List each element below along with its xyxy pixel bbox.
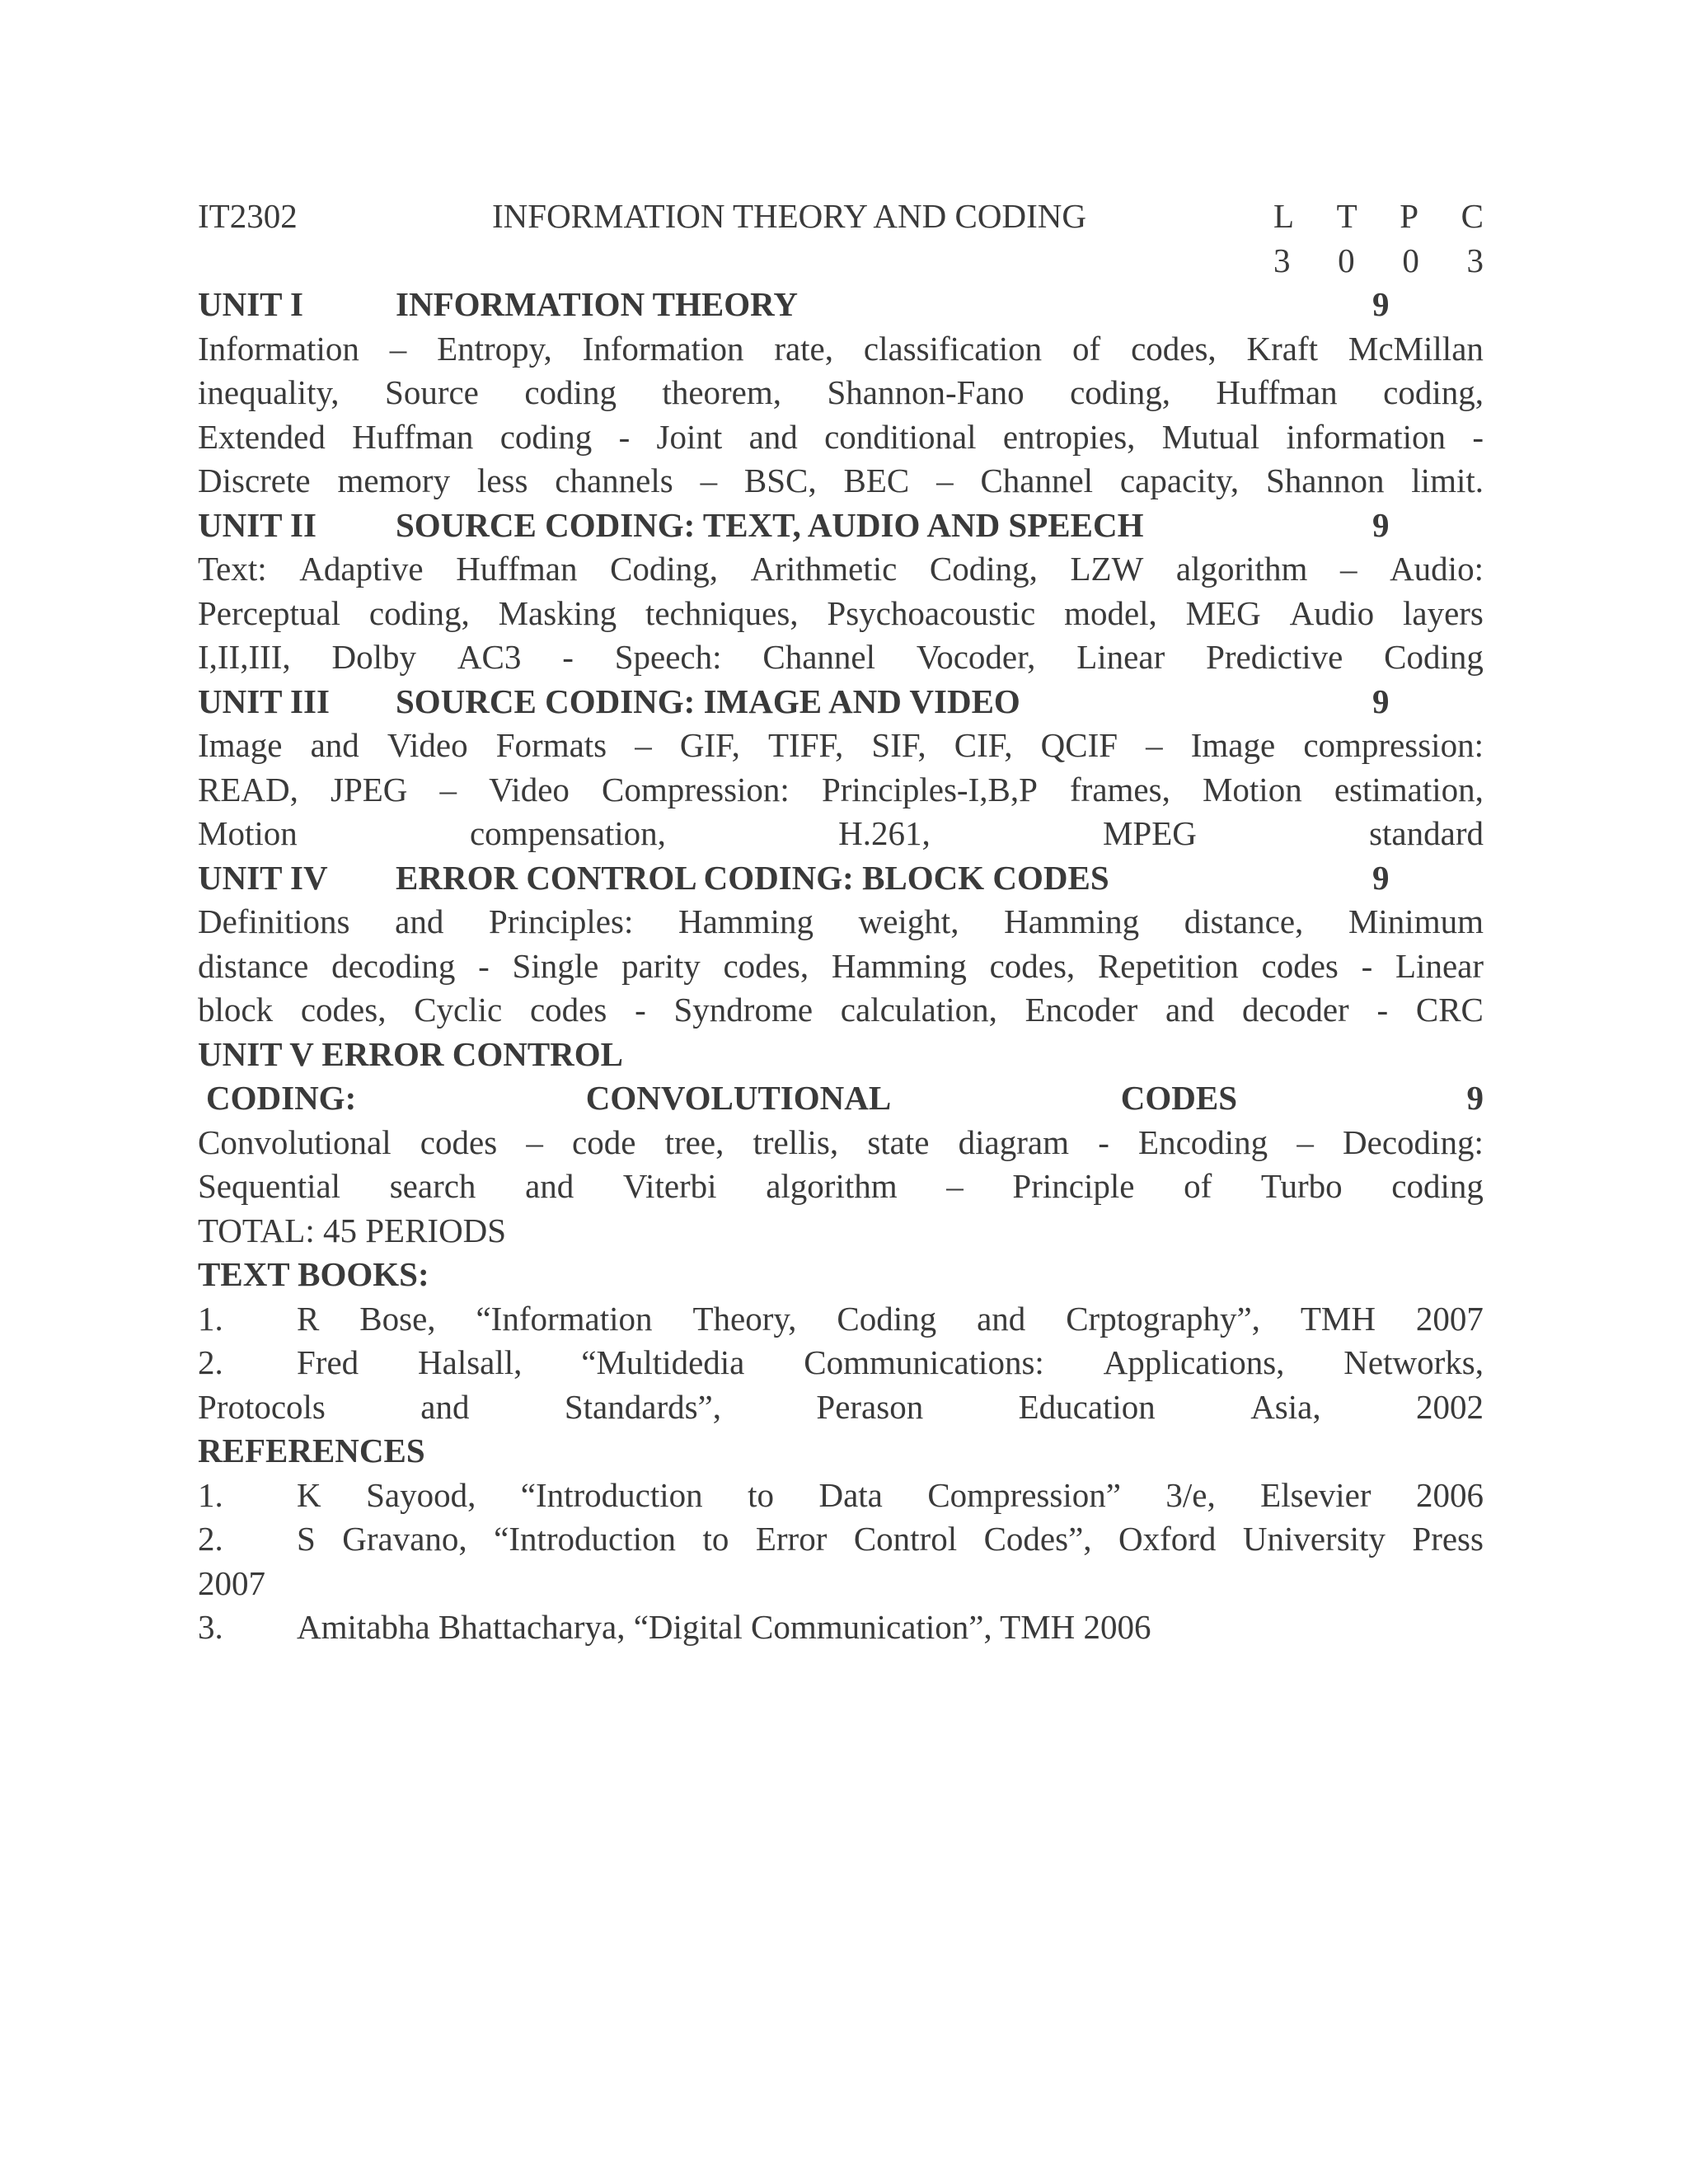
word: compression: bbox=[1303, 726, 1484, 764]
word: University bbox=[1242, 1520, 1386, 1558]
word: “Multidedia bbox=[581, 1343, 745, 1381]
word: – bbox=[1296, 1122, 1314, 1161]
word: tree, bbox=[664, 1122, 724, 1161]
word: – bbox=[635, 726, 652, 764]
word: Fred bbox=[297, 1343, 359, 1381]
word: channels bbox=[555, 462, 673, 499]
word: weight, bbox=[858, 902, 959, 940]
word: Formats bbox=[495, 726, 607, 764]
unit5-heading-line2 bbox=[198, 1076, 1484, 1121]
word: CRC bbox=[1415, 991, 1484, 1029]
course-header bbox=[198, 194, 1484, 239]
word: - bbox=[562, 638, 574, 676]
word: Networks, bbox=[1343, 1343, 1484, 1381]
word: – bbox=[526, 1122, 543, 1161]
word: READ, bbox=[198, 770, 298, 808]
item-text bbox=[297, 1474, 1484, 1518]
word: information bbox=[1286, 417, 1447, 456]
unit-title: ERROR CONTROL CODING: BLOCK CODES bbox=[396, 858, 1109, 897]
item-text bbox=[297, 1341, 1484, 1385]
word: H.261, bbox=[838, 814, 931, 852]
word: of bbox=[1184, 1167, 1212, 1205]
unit-content-line bbox=[198, 635, 1484, 680]
word: 3/e, bbox=[1165, 1475, 1216, 1514]
word: Joint bbox=[656, 417, 723, 456]
word: Viterbi bbox=[622, 1167, 717, 1205]
word: Error bbox=[755, 1520, 828, 1558]
word: Motion bbox=[1202, 770, 1302, 808]
course-title: INFORMATION THEORY AND CODING bbox=[492, 197, 1086, 235]
word: 2006 bbox=[1415, 1475, 1484, 1514]
word: memory bbox=[337, 462, 451, 499]
word: Cyclic bbox=[414, 991, 503, 1029]
word: diagram bbox=[958, 1122, 1069, 1161]
word: Principle bbox=[1012, 1167, 1135, 1205]
unit5-heading-word: CONVOLUTIONAL bbox=[585, 1079, 892, 1117]
list-item bbox=[198, 1605, 1484, 1650]
word: Discrete bbox=[198, 462, 311, 499]
unit5-heading-word: 9 bbox=[1466, 1079, 1484, 1117]
word: and bbox=[310, 726, 359, 764]
word: compensation, bbox=[469, 814, 666, 852]
ltpc-labels bbox=[1273, 194, 1484, 239]
word: JPEG bbox=[330, 770, 408, 808]
word: GIF, bbox=[679, 726, 740, 764]
word: Linear bbox=[1076, 638, 1165, 676]
references-heading bbox=[198, 1429, 1484, 1474]
word: S bbox=[297, 1520, 316, 1558]
unit-content-line bbox=[198, 724, 1484, 768]
item-text bbox=[297, 1517, 1484, 1562]
word: codes bbox=[529, 991, 607, 1029]
word: codes, bbox=[1131, 329, 1217, 368]
word: QCIF bbox=[1040, 726, 1118, 764]
word: Psychoacoustic bbox=[827, 593, 1036, 632]
unit-content-line bbox=[198, 812, 1484, 856]
item-continuation bbox=[198, 1385, 1484, 1430]
word: Motion bbox=[198, 814, 298, 852]
word: Perceptual bbox=[198, 593, 341, 632]
word: MEG bbox=[1185, 593, 1261, 632]
text-books-heading bbox=[198, 1253, 1484, 1297]
word: codes bbox=[420, 1122, 498, 1161]
word: - bbox=[618, 417, 631, 456]
ltpc-label: C bbox=[1461, 197, 1484, 235]
word: techniques, bbox=[645, 593, 799, 632]
word: block bbox=[198, 991, 274, 1029]
word: classification bbox=[863, 329, 1043, 368]
word: to bbox=[702, 1520, 729, 1558]
word: I,II,III, bbox=[198, 638, 291, 676]
word: Halsall, bbox=[418, 1343, 523, 1381]
word: Bose, bbox=[359, 1299, 436, 1338]
references-heading-text: REFERENCES bbox=[198, 1432, 425, 1469]
unit-hours: 9 bbox=[1372, 682, 1390, 720]
word: codes, bbox=[989, 946, 1076, 985]
word: Convolutional bbox=[198, 1122, 392, 1161]
list-item bbox=[198, 1517, 1484, 1562]
word: parity bbox=[621, 946, 701, 985]
list-item bbox=[198, 1474, 1484, 1518]
text-books-list bbox=[198, 1297, 1484, 1430]
word: Sayood, bbox=[366, 1475, 476, 1514]
word: and bbox=[1165, 991, 1215, 1029]
word: Image bbox=[198, 726, 283, 764]
item-continuation-text: 2007 bbox=[198, 1563, 265, 1602]
unit-number: UNIT IV bbox=[198, 858, 328, 897]
word: Dolby bbox=[331, 638, 417, 676]
unit-heading bbox=[198, 856, 1484, 901]
word: code bbox=[572, 1122, 636, 1161]
word: codes, bbox=[300, 991, 387, 1029]
word: “Information bbox=[476, 1299, 653, 1338]
word: Protocols bbox=[198, 1387, 326, 1426]
word: trellis, bbox=[753, 1122, 839, 1161]
ltpc-value: 0 bbox=[1338, 241, 1355, 279]
word: Shannon-Fano bbox=[827, 373, 1025, 411]
ltpc-label: P bbox=[1400, 197, 1419, 235]
word: - bbox=[1361, 946, 1373, 985]
course-code: IT2302 bbox=[198, 197, 298, 235]
word: AC3 bbox=[457, 638, 522, 676]
word: Entropy, bbox=[437, 329, 552, 368]
word: Mutual bbox=[1161, 417, 1260, 456]
word: Standards”, bbox=[564, 1387, 722, 1426]
word: Coding bbox=[1384, 638, 1484, 676]
item-number: 1. bbox=[198, 1299, 223, 1338]
word: Hamming bbox=[831, 946, 967, 985]
word: Data bbox=[818, 1475, 883, 1514]
word: calculation, bbox=[840, 991, 997, 1029]
word: distance bbox=[198, 946, 309, 985]
word: Repetition bbox=[1097, 946, 1239, 985]
word: inequality, bbox=[198, 373, 340, 411]
word: decoder bbox=[1241, 991, 1349, 1029]
ltpc-label: T bbox=[1336, 197, 1357, 235]
word: “Introduction bbox=[520, 1475, 703, 1514]
unit-content-line bbox=[198, 900, 1484, 944]
ltpc-label: L bbox=[1273, 197, 1295, 235]
word: decoding bbox=[331, 946, 456, 985]
unit-content-line bbox=[198, 944, 1484, 989]
unit-content-line bbox=[198, 415, 1484, 460]
list-item bbox=[198, 1297, 1484, 1342]
word: Huffman bbox=[352, 417, 474, 456]
word: – bbox=[439, 770, 457, 808]
word: and bbox=[977, 1299, 1026, 1338]
word: Communications: bbox=[804, 1343, 1044, 1381]
word: distance, bbox=[1184, 902, 1304, 940]
word: Control bbox=[853, 1520, 958, 1558]
word: to bbox=[748, 1475, 775, 1514]
word: coding, bbox=[368, 593, 470, 632]
word: Coding, bbox=[610, 550, 719, 588]
word: Encoding bbox=[1138, 1122, 1268, 1161]
word: Source bbox=[385, 373, 479, 411]
word: less bbox=[476, 462, 528, 499]
word: Definitions bbox=[198, 902, 350, 940]
unit5-heading-word: CODING: bbox=[206, 1079, 357, 1117]
ltpc-value: 3 bbox=[1466, 241, 1484, 279]
unit-number: UNIT I bbox=[198, 285, 303, 323]
unit-content-line bbox=[198, 1121, 1484, 1165]
word: – bbox=[1146, 726, 1163, 764]
word: and bbox=[748, 417, 798, 456]
word: Applications, bbox=[1103, 1343, 1285, 1381]
item-number: 1. bbox=[198, 1475, 223, 1514]
word: – bbox=[946, 1167, 964, 1205]
word: layers bbox=[1402, 593, 1484, 632]
word: Compression: bbox=[602, 770, 790, 808]
unit-content-line bbox=[198, 768, 1484, 813]
word: coding, bbox=[1070, 373, 1170, 411]
item-number: 2. bbox=[198, 1520, 223, 1558]
ltpc-values-row bbox=[198, 239, 1484, 284]
word: Coding, bbox=[929, 550, 1038, 588]
unit-heading bbox=[198, 504, 1484, 548]
word: Principles-I,B,P bbox=[821, 770, 1038, 808]
word: TIFF, bbox=[768, 726, 844, 764]
word: Video bbox=[489, 770, 570, 808]
word: and bbox=[395, 902, 444, 940]
word: Video bbox=[387, 726, 468, 764]
word: frames, bbox=[1070, 770, 1170, 808]
word: Gravano, bbox=[342, 1520, 467, 1558]
word: Principles: bbox=[488, 902, 634, 940]
word: BSC, bbox=[743, 462, 817, 499]
word: - bbox=[1098, 1122, 1109, 1161]
total-periods-text: TOTAL: 45 PERIODS bbox=[198, 1211, 507, 1249]
word: Image bbox=[1190, 726, 1276, 764]
unit-heading bbox=[198, 680, 1484, 724]
word: Oxford bbox=[1118, 1520, 1217, 1558]
word: state bbox=[867, 1122, 930, 1161]
word: Hamming bbox=[1004, 902, 1140, 940]
word: Extended bbox=[198, 417, 326, 456]
word: LZW bbox=[1070, 550, 1144, 588]
item-continuation bbox=[198, 1562, 1484, 1606]
word: estimation, bbox=[1334, 770, 1484, 808]
word: entropies, bbox=[1002, 417, 1136, 456]
word: coding bbox=[1391, 1167, 1484, 1205]
word: – bbox=[936, 462, 954, 499]
unit-content-line bbox=[198, 592, 1484, 636]
word: Linear bbox=[1395, 946, 1484, 985]
ltpc-values bbox=[1273, 239, 1484, 284]
word: Kraft bbox=[1246, 329, 1319, 368]
word: Speech: bbox=[614, 638, 722, 676]
word: and bbox=[420, 1387, 470, 1426]
word: Syndrome bbox=[673, 991, 814, 1029]
word: Coding bbox=[837, 1299, 937, 1338]
word: standard bbox=[1369, 814, 1484, 852]
word: Audio: bbox=[1390, 550, 1484, 588]
unit-title: SOURCE CODING: TEXT, AUDIO AND SPEECH bbox=[396, 505, 1144, 544]
word: Decoding: bbox=[1343, 1122, 1484, 1161]
word: theorem, bbox=[662, 373, 782, 411]
word: conditional bbox=[824, 417, 977, 456]
word: limit. bbox=[1411, 462, 1484, 499]
ltpc-value: 3 bbox=[1273, 241, 1291, 279]
word: Channel bbox=[762, 638, 876, 676]
word: codes, bbox=[723, 946, 809, 985]
word: coding, bbox=[1383, 373, 1484, 411]
references-list bbox=[198, 1474, 1484, 1650]
word: Information bbox=[582, 329, 744, 368]
word: Adaptive bbox=[299, 550, 424, 588]
list-item bbox=[198, 1341, 1484, 1385]
word: – bbox=[389, 329, 407, 368]
word: – bbox=[1339, 550, 1357, 588]
word: Channel bbox=[980, 462, 1094, 499]
ltpc-value: 0 bbox=[1402, 241, 1419, 279]
text-books-heading-text: TEXT BOOKS: bbox=[198, 1255, 429, 1293]
item-number: 3. bbox=[198, 1608, 223, 1646]
word: Theory, bbox=[692, 1299, 797, 1338]
item-text: Amitabha Bhattacharya, “Digital Communication”, TMH 2006 bbox=[297, 1608, 1151, 1646]
word: Sequential bbox=[198, 1167, 341, 1205]
word: Press bbox=[1412, 1520, 1484, 1558]
unit-content-line bbox=[198, 459, 1484, 504]
unit5-heading: UNIT V ERROR CONTROL bbox=[198, 1034, 624, 1073]
word: codes bbox=[1261, 946, 1339, 985]
word: Vocoder, bbox=[916, 638, 1036, 676]
word: Codes”, bbox=[983, 1520, 1092, 1558]
unit-number: UNIT II bbox=[198, 505, 316, 544]
units-section bbox=[198, 283, 1484, 1033]
word: Crptography”, bbox=[1066, 1299, 1260, 1338]
word: Turbo bbox=[1260, 1167, 1343, 1205]
word: algorithm bbox=[1175, 550, 1308, 588]
word: coding bbox=[499, 417, 593, 456]
word: Shannon bbox=[1265, 462, 1385, 499]
item-text bbox=[297, 1297, 1484, 1342]
unit-number: UNIT III bbox=[198, 682, 330, 720]
word: Minimum bbox=[1348, 902, 1484, 940]
word: Huffman bbox=[456, 550, 578, 588]
word: - bbox=[478, 946, 490, 985]
word: SIF, bbox=[871, 726, 926, 764]
word: Single bbox=[512, 946, 599, 985]
item-number: 2. bbox=[198, 1343, 223, 1381]
word: 2002 bbox=[1415, 1387, 1484, 1426]
unit-content-line bbox=[198, 547, 1484, 592]
word: and bbox=[525, 1167, 574, 1205]
unit5-heading-line1 bbox=[198, 1033, 1484, 1077]
word: Arithmetic bbox=[750, 550, 898, 588]
unit-heading bbox=[198, 283, 1484, 327]
word: K bbox=[297, 1475, 321, 1514]
syllabus-page bbox=[198, 194, 1484, 1650]
unit-content-line bbox=[198, 1165, 1484, 1209]
word: Elsevier bbox=[1260, 1475, 1372, 1514]
unit-content-line bbox=[198, 988, 1484, 1033]
unit5-content bbox=[198, 1121, 1484, 1209]
unit-content-line bbox=[198, 327, 1484, 372]
word: Hamming bbox=[678, 902, 814, 940]
word: Audio bbox=[1289, 593, 1375, 632]
word: - bbox=[1472, 417, 1484, 456]
unit5-heading-word: CODES bbox=[1120, 1079, 1237, 1117]
word: 2007 bbox=[1415, 1299, 1484, 1338]
word: Education bbox=[1018, 1387, 1156, 1426]
word: CIF, bbox=[954, 726, 1013, 764]
word: Text: bbox=[198, 550, 267, 588]
word: model, bbox=[1064, 593, 1157, 632]
word: “Introduction bbox=[494, 1520, 677, 1558]
word: Information bbox=[198, 329, 359, 368]
word: - bbox=[635, 991, 646, 1029]
unit-hours: 9 bbox=[1372, 858, 1390, 897]
word: MPEG bbox=[1102, 814, 1197, 852]
unit-content-line bbox=[198, 371, 1484, 415]
word: McMillan bbox=[1348, 329, 1484, 368]
word: Asia, bbox=[1250, 1387, 1321, 1426]
word: capacity, bbox=[1119, 462, 1240, 499]
word: BEC bbox=[843, 462, 910, 499]
word: of bbox=[1072, 329, 1101, 368]
word: Encoder bbox=[1025, 991, 1138, 1029]
word: R bbox=[297, 1299, 320, 1338]
total-periods bbox=[198, 1209, 1484, 1254]
word: Huffman bbox=[1216, 373, 1338, 411]
word: TMH bbox=[1300, 1299, 1376, 1338]
word: Compression” bbox=[927, 1475, 1121, 1514]
unit-hours: 9 bbox=[1372, 285, 1390, 323]
word: – bbox=[700, 462, 718, 499]
word: Predictive bbox=[1206, 638, 1343, 676]
word: coding bbox=[524, 373, 617, 411]
word: search bbox=[389, 1167, 476, 1205]
word: - bbox=[1376, 991, 1389, 1029]
word: Masking bbox=[498, 593, 617, 632]
unit-title: INFORMATION THEORY bbox=[396, 285, 798, 323]
word: Perason bbox=[816, 1387, 924, 1426]
unit-title: SOURCE CODING: IMAGE AND VIDEO bbox=[396, 682, 1020, 720]
word: rate, bbox=[774, 329, 834, 368]
word: algorithm bbox=[766, 1167, 898, 1205]
unit-hours: 9 bbox=[1372, 505, 1390, 544]
